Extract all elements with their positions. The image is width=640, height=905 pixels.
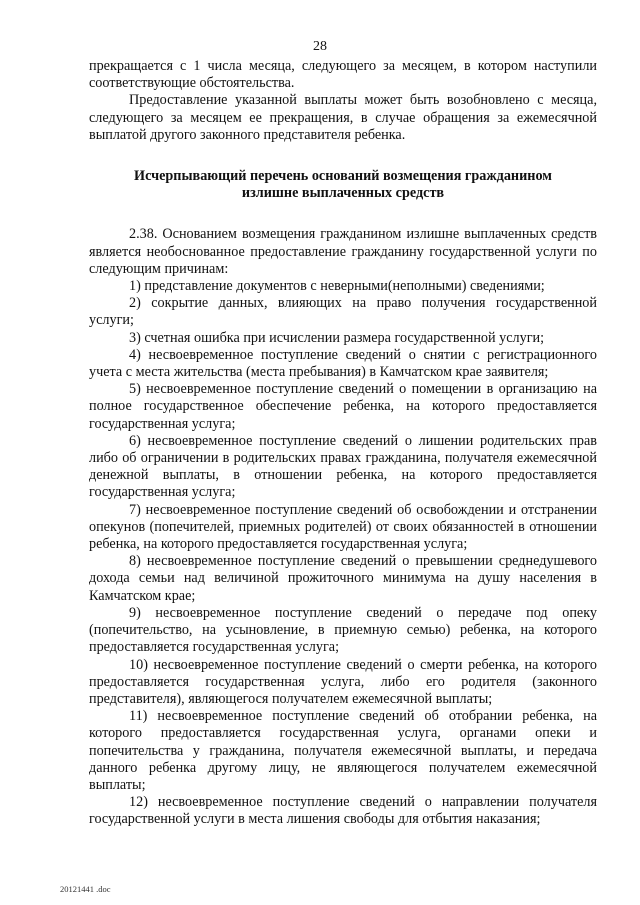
list-item: 6) несвоевременное поступление сведений о лишении родительских прав либо об ограничении в родительских правах гражданина, получателя ежемесячной денежной выплаты, в отношении ребенка, на которого предоставляется государственная услуга; bbox=[89, 432, 597, 501]
list-item: 12) несвоевременное поступление сведений о направлении получателя государственной услуги в места лишения свободы для отбытия наказания; bbox=[89, 794, 597, 828]
list-item: 3) счетная ошибка при исчислении размера государственной услуги; bbox=[129, 329, 545, 346]
list-item: 9) несвоевременное поступление сведений о передаче под опеку (попечительство, на усыновление, в приемную семью) ребенка, на которого предоставляется государственная услуга; bbox=[89, 604, 597, 656]
list-item: 5) несвоевременное поступление сведений о помещении в организацию на полное государственное обеспечение ребенка, на которого предоставляется государственная услуга; bbox=[89, 381, 597, 432]
list-item: 2) сокрытие данных, влияющих на право получения государственной услуги; bbox=[89, 295, 597, 329]
section-heading: Исчерпывающий перечень оснований возмещения гражданином излишне выплаченных средств bbox=[134, 168, 552, 202]
page-number: 28 bbox=[313, 39, 327, 54]
file-name-footer: 20121441 .doc bbox=[60, 884, 111, 894]
list-item: 10) несвоевременное поступление сведений о смерти ребенка, на которого предоставляется государственная услуга, либо его родителя (законного представителя), являющегося получателем ежемесячной выплаты; bbox=[89, 656, 597, 707]
list-item: 11) несвоевременное поступление сведений об отобрании ребенка, на которого предоставляется государственная услуга, органами опеки и попечительства у гражданина, получателя ежемесячной выплаты, и передача данного ребенка другому лицу, не являющегося получателем ежемесячной выплаты; bbox=[89, 708, 597, 793]
document-body bbox=[89, 58, 597, 829]
list-item: 7) несвоевременное поступление сведений об освобождении и отстранении опекунов (попечителей, приемных родителей) от своих обязанностей в отношении ребенка, на которого предоставляется государственная услуга; bbox=[89, 501, 597, 553]
clause-intro: 2.38. Основанием возмещения гражданином излишне выплаченных средств является необоснованное предоставление гражданину государственной услуги по следующим причинам: bbox=[89, 226, 597, 277]
list-item: 4) несвоевременное поступление сведений о снятии с регистрационного учета с места жительства (места пребывания) в Камчатском крае заявителя; bbox=[89, 346, 597, 381]
paragraph-continuation: прекращается с 1 числа месяца, следующего за месяцем, в котором наступили соответствующие обстоятельства. bbox=[89, 58, 597, 92]
paragraph-resumption: Предоставление указанной выплаты может быть возобновлено с месяца, следующего за месяцем ее прекращения, в случае обращения за ежемесячной выплатой другого законного представителя ребенка. bbox=[89, 92, 597, 143]
list-item: 8) несвоевременное поступление сведений о превышении среднедушевого дохода семьи над величиной прожиточного минимума на душу населения в Камчатском крае; bbox=[89, 553, 597, 604]
list-item: 1) представление документов с неверными(неполными) сведениями; bbox=[129, 278, 545, 295]
